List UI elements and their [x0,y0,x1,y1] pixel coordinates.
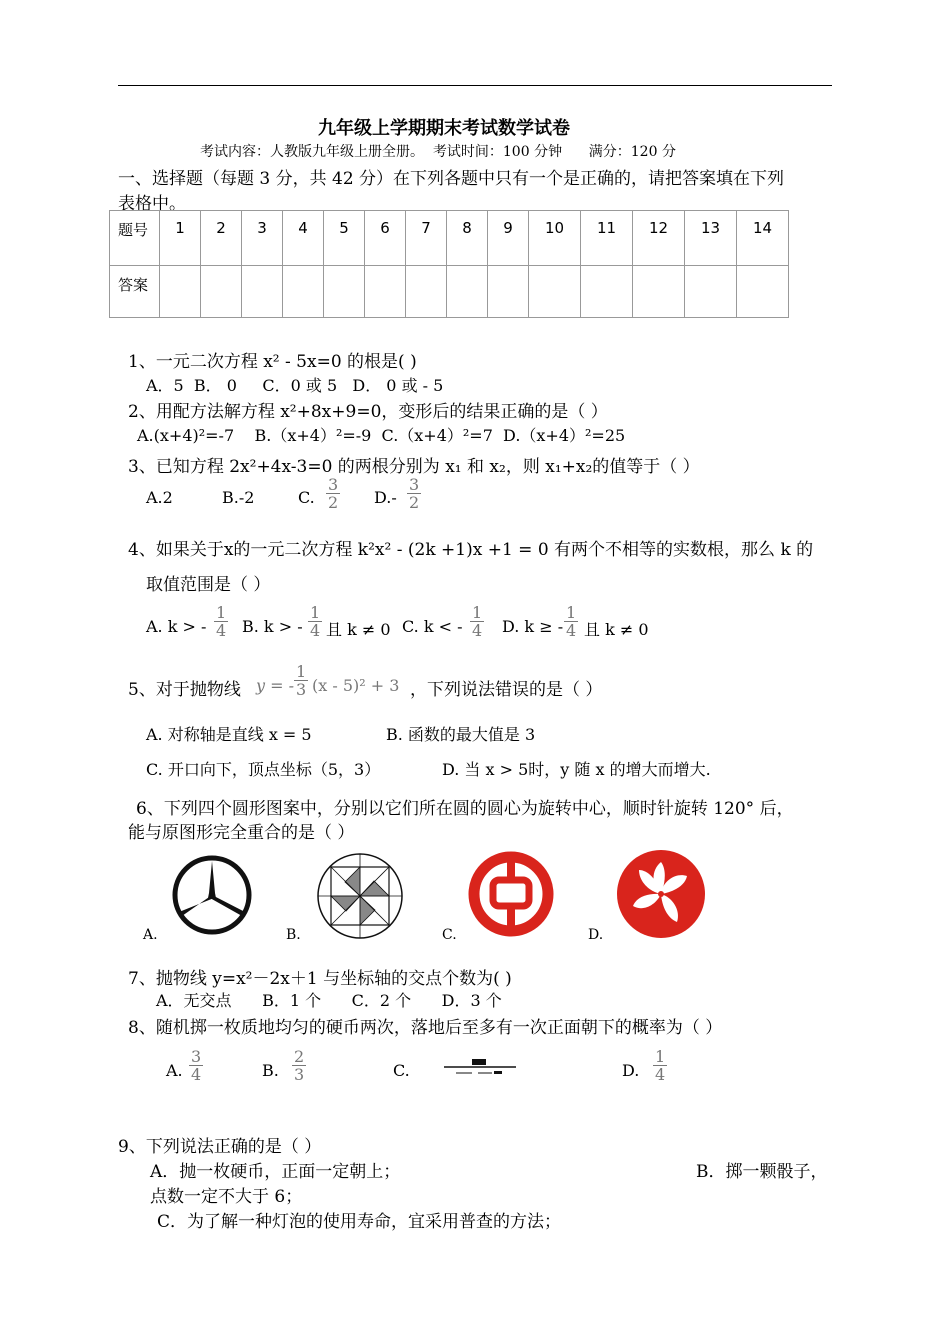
q5-stem-post: ，下列说法错误的是（ ） [410,680,603,700]
page-title: 九年级上学期期末考试数学试卷 [318,118,570,139]
answer-cell[interactable] [324,266,365,318]
q3-option-d: D.- [374,488,397,507]
fraction-denominator: 2 [409,493,420,512]
fraction-denominator: 4 [191,1065,202,1084]
answer-cell[interactable] [365,266,406,318]
fraction-numerator: 3 [191,1047,202,1066]
q4-fraction-b [306,605,324,639]
header-rule [118,85,832,86]
fraction-denominator: 4 [566,621,577,640]
fraction-numerator: 3 [409,475,420,494]
q4-option-a: A. k > - [146,617,207,636]
ink-block [472,1059,486,1065]
q1-stem: 1、一元二次方程 x² - 5x=0 的根是( ) [128,352,417,372]
q9-option-c: C．为了解一种灯泡的使用寿命，宜采用普查的方法； [157,1212,562,1232]
q7-stem: 7、抛物线 y=x²－2x＋1 与坐标轴的交点个数为( ) [128,969,512,989]
q3-option-c: C. [298,488,315,507]
q9-option-b: B．掷一颗骰子， [696,1162,828,1182]
q4-option-d-tail: 且 k ≠ 0 [584,620,649,639]
q4-stem-line2: 取值范围是（ ） [146,575,271,595]
q1-options: A．5 B． 0 C．0 或 5 D． 0 或 - 5 [146,376,444,395]
star-center [208,893,216,898]
question-number-label: 题号 [110,211,160,266]
fraction-denominator: 3 [296,680,307,699]
q5-formula-pre: y = - [256,676,295,695]
fraction-numerator: 3 [328,475,339,494]
q8-option-d: D. [622,1061,640,1080]
q5-fraction [292,664,310,698]
fraction-denominator: 4 [216,621,227,640]
star-arm [210,895,245,916]
answer-cell[interactable] [201,266,242,318]
question-number-cell: 1 [160,211,201,266]
fraction-denominator: 4 [310,621,321,640]
question-number-cell: 5 [324,211,365,266]
q4-fraction-a [212,605,230,639]
q5-option-b: B. 函数的最大值是 3 [386,725,536,744]
q6-stem-line1: 6、下列四个圆形图案中，分别以它们所在圆的圆心为旋转中心，顺时针旋转 120° 后， [136,799,794,819]
top-bar [507,858,515,880]
fraction-numerator: 1 [296,662,307,681]
q4-fraction-c [468,605,486,639]
section-intro-line1: 一、选择题（每题 3 分，共 42 分）在下列各题中只有一个是正确的，请把答案填在下列 [118,169,785,189]
q8-option-a: A. [166,1061,183,1080]
answer-table [109,210,789,318]
q3-fraction-d [405,477,423,511]
q4-option-d: D. k ≥ - [502,617,564,636]
question-number-cell: 7 [406,211,447,266]
fraction-denominator: 4 [655,1065,666,1084]
answer-cell[interactable] [160,266,201,318]
coin-square [493,880,529,906]
answer-table-header-row [110,211,789,266]
mercedes-logo-figure [170,852,254,938]
answer-cell[interactable] [283,266,324,318]
question-number-cell: 2 [201,211,242,266]
section-intro-line2: 表格中。 [118,194,186,214]
answer-cell[interactable] [406,266,447,318]
question-number-cell: 3 [242,211,283,266]
q4-stem: 4、如果关于x的一元二次方程 k²x² - (2k +1)x +1 = 0 有两个不相等的实数根，那么 k 的 [128,540,814,560]
q8-fraction-b [290,1049,308,1083]
question-number-cell: 9 [488,211,529,266]
question-number-cell: 12 [633,211,685,266]
pinwheel-figure [314,850,406,942]
fraction-numerator: 1 [310,603,321,622]
q8-option-c: C. [393,1061,410,1080]
question-number-cell: 14 [737,211,789,266]
fraction-denominator: 3 [294,1065,305,1084]
fraction-numerator: 1 [655,1047,666,1066]
star-arm [179,895,214,916]
bauhinia-flag-figure [615,848,707,940]
q4-option-b-tail: 且 k ≠ 0 [326,620,391,639]
bank-logo-figure [467,850,555,938]
q6-label-c: C. [442,927,457,943]
answer-cell[interactable] [737,266,789,318]
q8-option-b: B. [262,1061,279,1080]
question-number-cell: 10 [529,211,581,266]
q9-option-b-line2: 点数一定不大于 6； [150,1187,303,1207]
answer-label: 答案 [110,266,160,318]
question-number-cell: 4 [283,211,324,266]
q5-formula-post: (x - 5)² + 3 [312,676,400,695]
garbled-fraction-graphic [442,1057,518,1081]
q8-fraction-d [651,1049,669,1083]
flower-center [658,891,664,897]
question-number-cell: 13 [685,211,737,266]
q6-label-b: B. [286,927,301,943]
question-number-cell: 6 [365,211,406,266]
fraction-denominator: 4 [472,621,483,640]
exam-subtitle: 考试内容：人教版九年级上册全册。 考试时间：100 分钟 满分：120 分 [200,144,676,160]
q6-stem-line2: 能与原图形完全重合的是（ ） [128,823,355,843]
q8-stem: 8、随机掷一枚质地均匀的硬币两次，落地后至多有一次正面朝下的概率为（ ） [128,1018,723,1038]
answer-cell[interactable] [529,266,581,318]
answer-cell[interactable] [685,266,737,318]
q4-option-b: B. k > - [242,617,303,636]
q6-label-a: A. [143,927,158,943]
answer-cell[interactable] [581,266,633,318]
q5-option-d: D. 当 x > 5时，y 随 x 的增大而增大. [442,760,711,779]
fraction-numerator: 2 [294,1047,305,1066]
answer-cell[interactable] [447,266,488,318]
fraction-numerator: 1 [216,603,227,622]
q3-option-b: B.-2 [222,488,255,507]
q9-stem: 9、下列说法正确的是（ ） [118,1137,322,1157]
answer-cell[interactable] [488,266,529,318]
q4-fraction-d [562,605,580,639]
answer-cell[interactable] [242,266,283,318]
q5-option-a: A. 对称轴是直线 x = 5 [146,725,312,744]
bottom-bar [507,906,515,930]
q5-stem-pre: 5、对于抛物线 [128,680,241,700]
fraction-denominator: 2 [328,493,339,512]
q8-fraction-a [187,1049,205,1083]
q2-stem: 2、用配方法解方程 x²+8x+9=0，变形后的结果正确的是（ ） [128,402,608,422]
q7-options: A．无交点 B．1 个 C．2 个 D．3 个 [156,991,502,1010]
q2-options: A.(x+4)²=-7 B.（x+4）²=-9 C.（x+4）²=7 D.（x+4）²=25 [137,426,626,445]
q9-option-a: A．抛一枚硬币，正面一定朝上； [150,1162,401,1182]
answer-table-answer-row [110,266,789,318]
question-number-cell: 8 [447,211,488,266]
q6-label-d: D. [588,927,604,943]
question-number-cell: 11 [581,211,633,266]
q4-option-c: C. k < - [402,617,463,636]
answer-cell[interactable] [633,266,685,318]
q5-option-c: C. 开口向下，顶点坐标（5，3） [146,760,381,779]
q3-stem: 3、已知方程 2x²+4x-3=0 的两根分别为 x₁ 和 x₂，则 x₁+x₂的值等于（ ） [128,457,700,477]
ink-block [494,1071,502,1074]
fraction-numerator: 1 [566,603,577,622]
q3-fraction-c [324,477,342,511]
fraction-numerator: 1 [472,603,483,622]
star-arm [209,861,215,893]
q3-option-a: A.2 [146,488,173,507]
